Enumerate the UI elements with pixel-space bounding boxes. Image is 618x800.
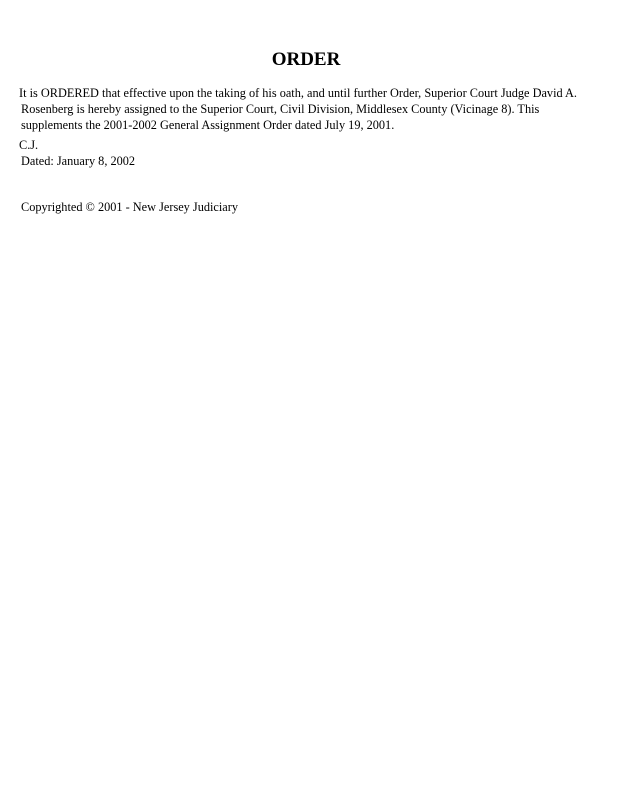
signature-line: C.J. (19, 138, 39, 152)
order-paragraph-line-2: Rosenberg is hereby assigned to the Superior Court, Civil Division, Middlesex County (Vicinage 8). This (21, 102, 540, 116)
dated-line: Dated: January 8, 2002 (21, 154, 136, 168)
order-paragraph-line-1: It is ORDERED that effective upon the taking of his oath, and until further Order, Superior Court Judge David A. (19, 86, 577, 100)
order-paragraph-line-3: supplements the 2001-2002 General Assignment Order dated July 19, 2001. (21, 118, 395, 132)
order-paragraph (19, 85, 599, 133)
page-title: ORDER (271, 49, 341, 70)
copyright-notice: Copyrighted © 2001 - New Jersey Judiciary (21, 200, 238, 214)
